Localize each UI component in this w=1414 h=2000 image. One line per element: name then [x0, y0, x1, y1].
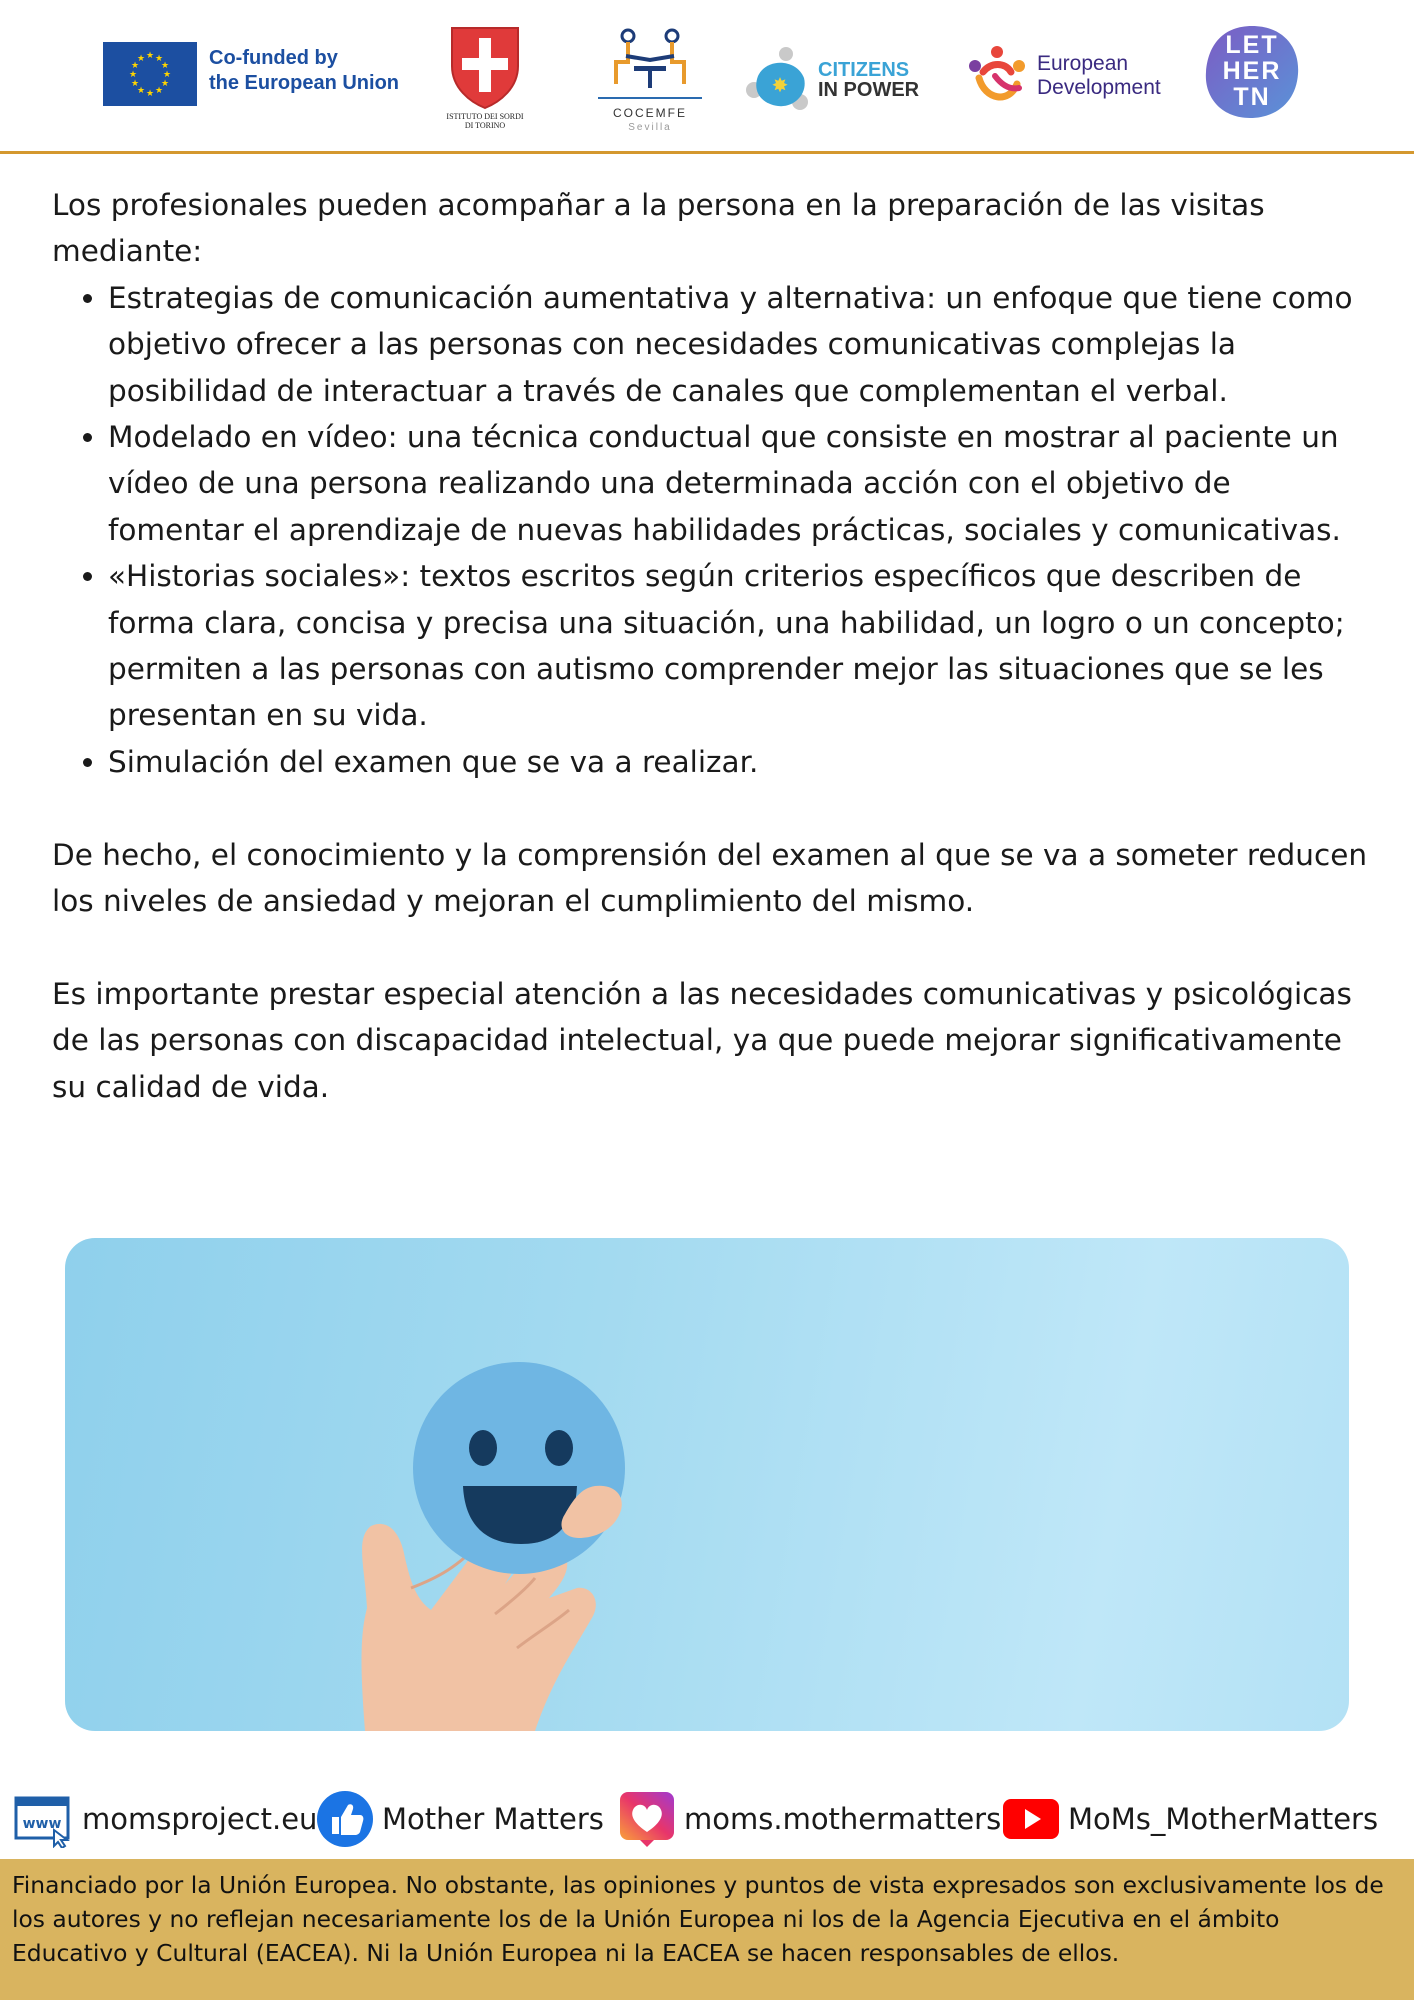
- svg-text:★: ★: [136, 86, 146, 96]
- svg-text:★: ★: [160, 79, 170, 89]
- paragraph-spacer: [52, 924, 1372, 970]
- torino-caption-line1: ISTITUTO DEI SORDI: [446, 112, 524, 121]
- svg-text:★: ★: [154, 54, 164, 64]
- main-content: [52, 182, 1372, 1110]
- eu-cofunded-line2: the European Union: [209, 72, 399, 94]
- eu-flag-icon: [103, 42, 197, 106]
- eu-cofunded-text: [209, 46, 399, 96]
- svg-text:★: ★: [130, 79, 140, 89]
- partner-logos-header: [0, 0, 1414, 154]
- paragraph-spacer: [52, 785, 1372, 831]
- european-development-wordmark: [1037, 52, 1161, 100]
- citizens-in-power-wordmark: [818, 60, 919, 100]
- svg-text:www: www: [22, 1816, 62, 1832]
- citizens-network-icon: [742, 44, 816, 116]
- people-at-table-icon: [590, 26, 710, 102]
- lethertn-line2: HER: [1222, 57, 1282, 85]
- list-item: • Modelado en vídeo: una técnica conductual que consiste en mostrar al paciente un vídeo de una persona realizando una determinada acción con el objetivo de fomentar el aprendizaje de nuevas habilidades prácticas, sociales y comunicativas.: [108, 414, 1372, 553]
- shield-cross-icon: [440, 22, 530, 110]
- website-label: momsproject.eu: [82, 1802, 318, 1836]
- people-circle-icon: [965, 44, 1029, 108]
- exam-knowledge-paragraph: De hecho, el conocimiento y la comprensión del examen al que se va a someter reducen los niveles de ansiedad y mejoran el cumplimiento del mismo.: [52, 837, 1368, 919]
- social-links-row: [14, 1790, 1414, 1848]
- let-her-tn-wordmark: [1202, 32, 1302, 110]
- www-icon: [14, 1790, 74, 1848]
- lethertn-line1: LET: [1225, 31, 1279, 59]
- eu-funding-disclaimer: Financiado por la Unión Europea. No obstante, las opiniones y puntos de vista expresados son exclusivamente los de los autores y no reflejan necesariamente los de la Unión Europea ni los de la Agencia Ejecutiva en el ámbito Educativo y Cultural (EACEA). Ni la Unión Europea ni la EACEA se hacen responsables de ellos.: [0, 1859, 1414, 2000]
- cocemfe-name: COCEMFE: [613, 106, 687, 120]
- instagram-link[interactable]: [618, 1790, 1001, 1848]
- lethertn-line3: TN: [1233, 83, 1271, 111]
- communication-needs-paragraph: Es importante prestar especial atención a las necesidades comunicativas y psicológicas de las personas con discapacidad intelectual, ya que puede mejorar significativamente su calidad de vida.: [52, 976, 1352, 1104]
- eu-cofunded-line1: Co-funded by: [209, 47, 338, 69]
- instagram-label: moms.mothermatters: [684, 1802, 1002, 1836]
- website-link[interactable]: [14, 1790, 317, 1848]
- torino-caption-line2: DI TORINO: [464, 121, 506, 130]
- facebook-label: Mother Matters: [382, 1802, 604, 1836]
- strategies-list: [52, 275, 1372, 785]
- list-item: • «Historias sociales»: textos escritos según criterios específicos que describen de forma clara, concisa y precisa una situación, una habilidad, un logro o un concepto; permiten a las personas con autismo comprender mejor las situaciones que se les presentan en su vida.: [108, 553, 1372, 739]
- heart-icon: [618, 1790, 676, 1848]
- thumbs-up-icon: [316, 1790, 374, 1848]
- istituto-sordi-torino-logo: [440, 22, 530, 134]
- eudev-line2: Development: [1037, 76, 1161, 99]
- citizens-line1: CITIZENS: [818, 59, 910, 81]
- svg-text:★: ★: [162, 70, 172, 80]
- citizens-in-power-logo: [742, 44, 922, 120]
- cocemfe-city: Sevilla: [628, 122, 672, 133]
- svg-text:★: ★: [145, 51, 155, 61]
- facebook-link[interactable]: [316, 1790, 604, 1848]
- hand-holding-smiley-icon: [65, 1238, 1349, 1731]
- svg-text:★: ★: [160, 61, 170, 71]
- svg-text:★: ★: [130, 61, 140, 71]
- youtube-label: MoMs_MotherMatters: [1068, 1802, 1379, 1836]
- svg-text:★: ★: [154, 86, 164, 96]
- smiley-hand-photo: [65, 1238, 1349, 1731]
- list-item: • Estrategias de comunicación aumentativa y alternativa: un enfoque que tiene como objetivo ofrecer a las personas con necesidades comunicativas complejas la posibilidad de interactuar a través de canales que complementan el verbal.: [108, 275, 1372, 414]
- citizens-line2: IN POWER: [818, 79, 920, 101]
- youtube-play-icon: [1002, 1790, 1060, 1848]
- let-her-tn-logo: [1202, 24, 1302, 120]
- european-development-logo: [965, 44, 1185, 108]
- svg-text:✸: ✸: [771, 73, 789, 97]
- torino-caption: [440, 112, 530, 130]
- cocemfe-sevilla-logo: [590, 26, 710, 136]
- intro-paragraph: Los profesionales pueden acompañar a la persona en la preparación de las visitas mediante:: [52, 188, 1265, 269]
- list-item: • Simulación del examen que se va a realizar.: [108, 739, 1372, 785]
- svg-text:★: ★: [128, 70, 138, 80]
- svg-text:★: ★: [145, 89, 155, 99]
- svg-text:★: ★: [136, 54, 146, 64]
- eudev-line1: European: [1037, 52, 1129, 75]
- youtube-link[interactable]: [1002, 1790, 1378, 1848]
